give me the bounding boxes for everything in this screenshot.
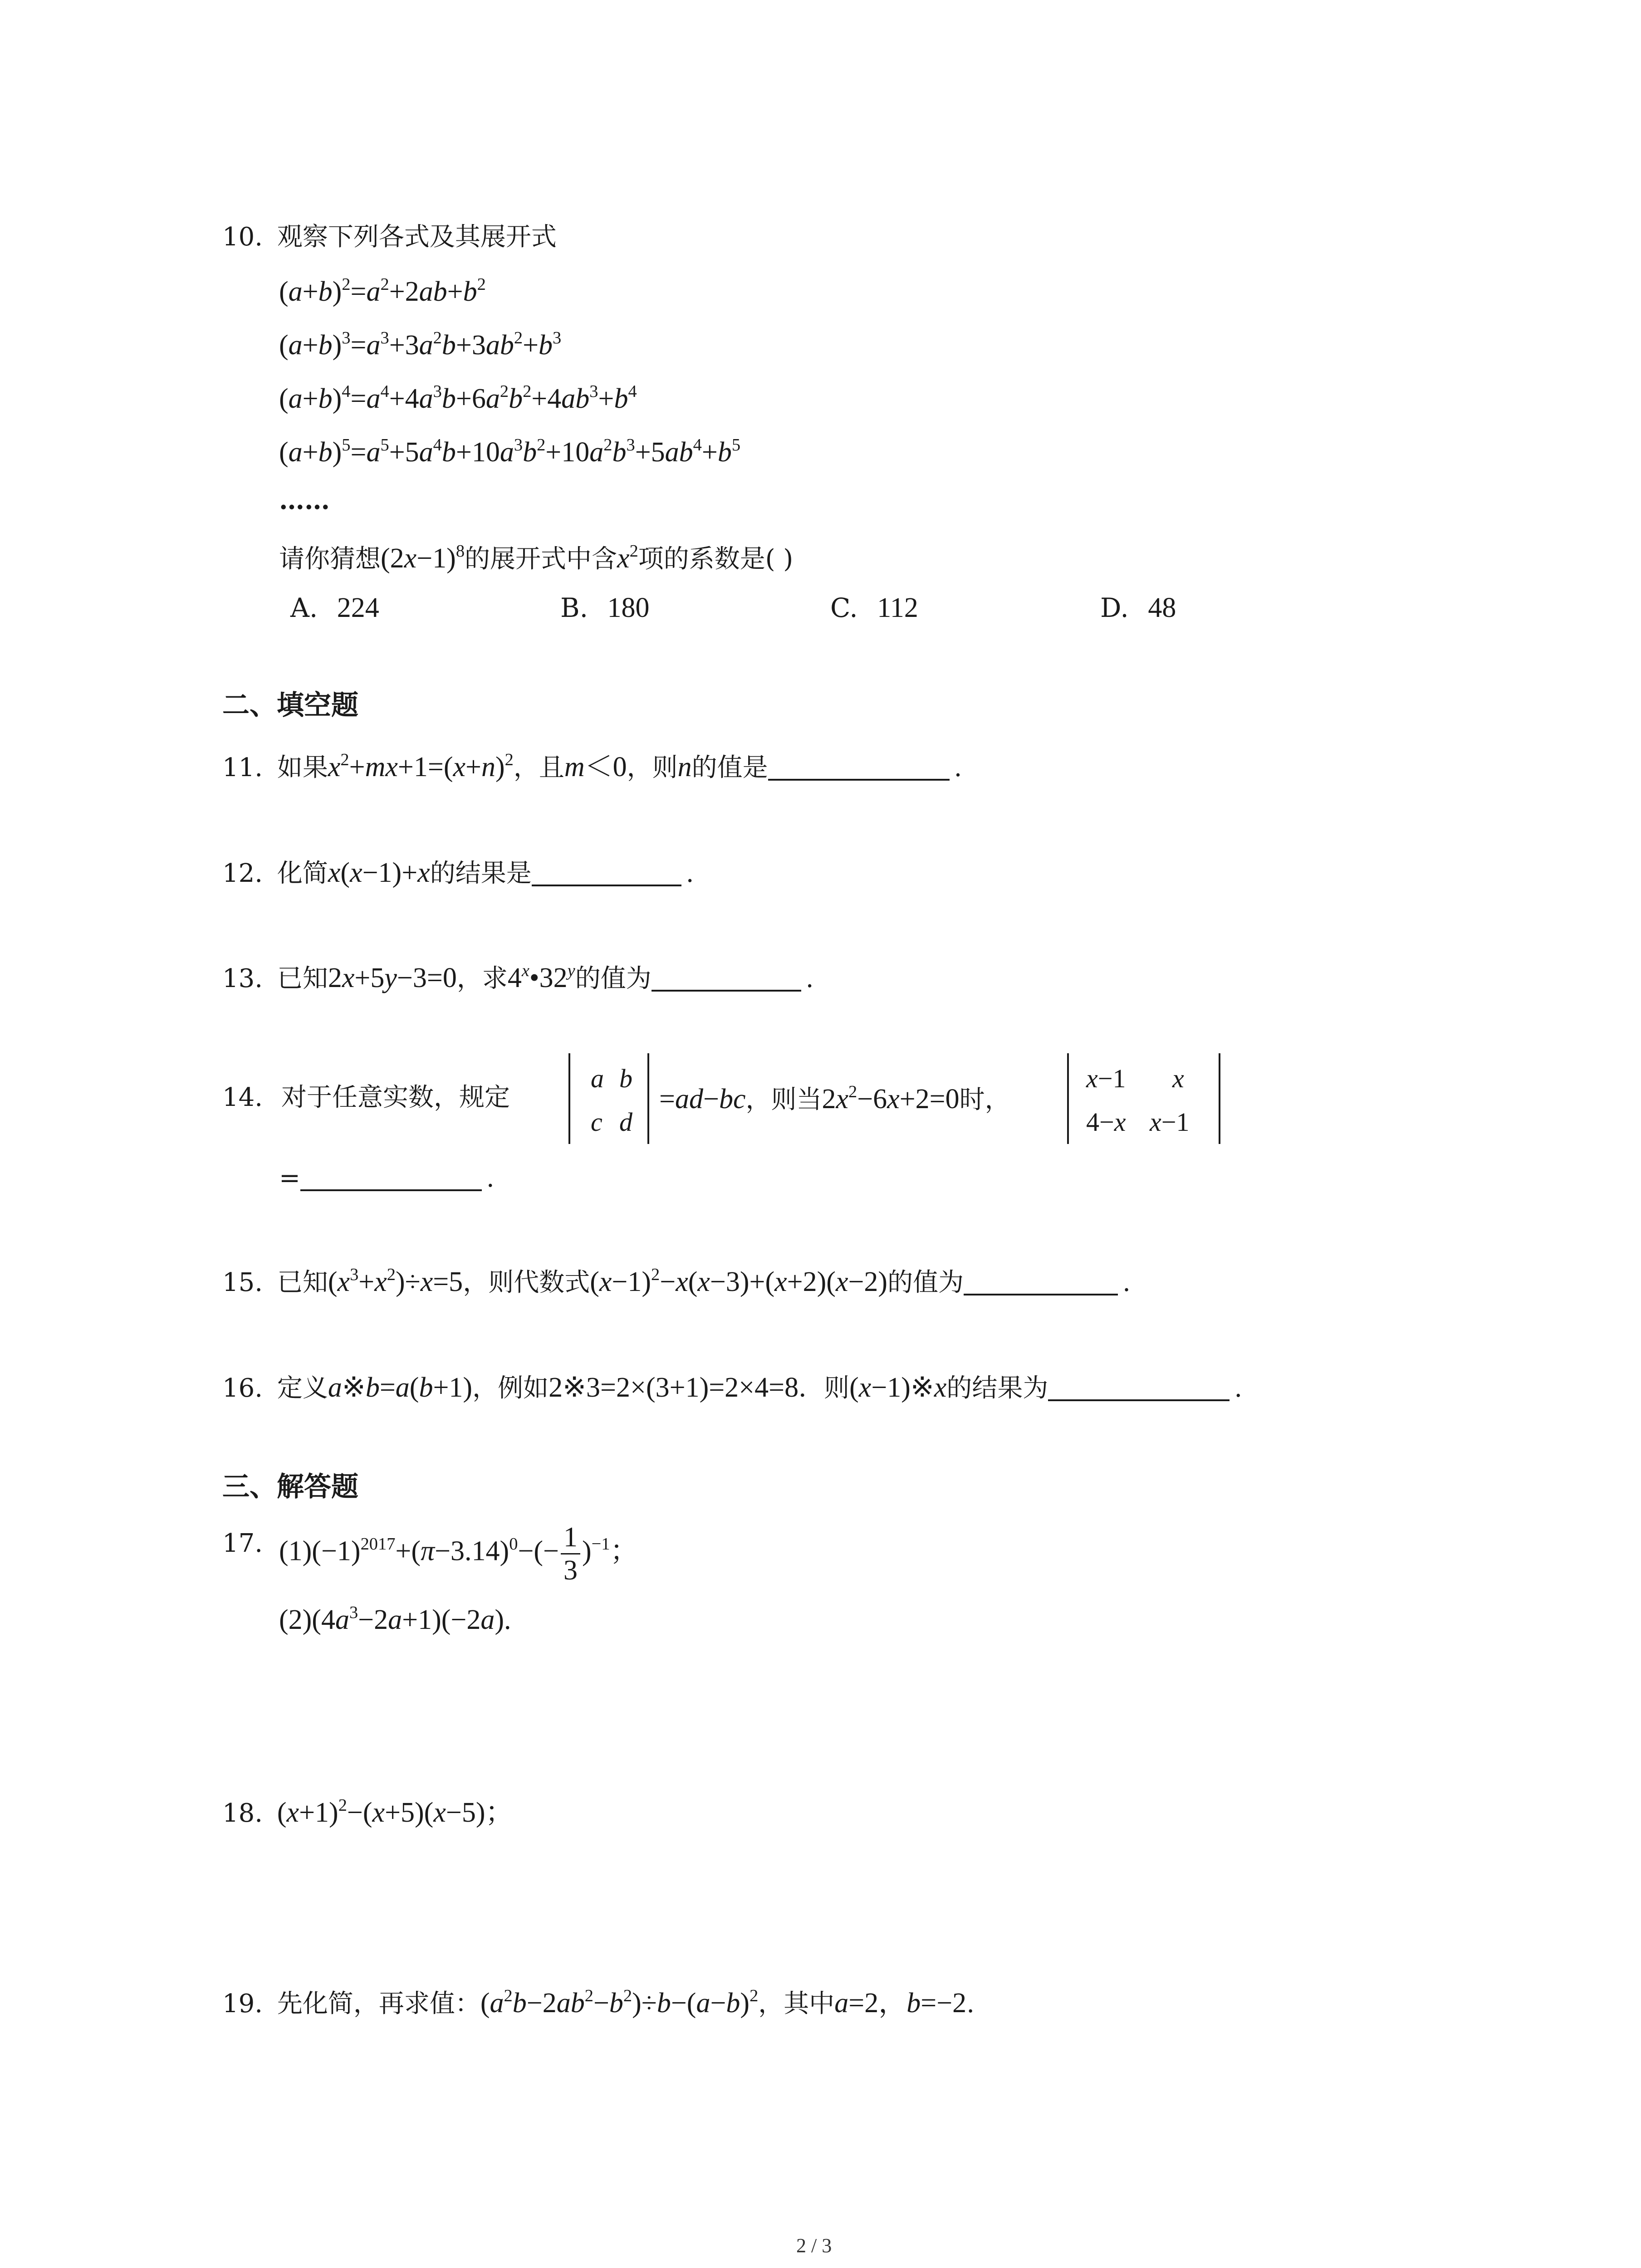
q10-ask-post: 的展开式中含 — [465, 544, 617, 574]
q11-text-2: ，且 — [513, 753, 564, 782]
q15-end: . — [1122, 1268, 1131, 1297]
q11 — [222, 750, 962, 782]
q10-stem-text: 观察下列各式及其展开式 — [277, 222, 557, 252]
section-heading-fill-in: 二、填空题 — [222, 689, 358, 721]
q11-var: n — [677, 752, 692, 782]
q19-text-1: 先化简，再求值： — [277, 1989, 480, 2019]
det-c: c — [591, 1107, 603, 1137]
option-value: 112 — [877, 592, 918, 623]
q16 — [222, 1374, 1242, 1402]
q16-text-3: ．则 — [798, 1374, 850, 1403]
q14-text-1: 对于任意实数，规定 — [281, 1083, 510, 1112]
q16-number: 16. — [222, 1374, 263, 1403]
q10-option-a[interactable] — [290, 592, 379, 624]
q19-number: 19. — [222, 1989, 263, 2019]
q15-text-1: 已知 — [277, 1268, 328, 1297]
q13-expression: 4$^x$•32$^y$ — [507, 961, 575, 993]
q19 — [222, 1986, 975, 2019]
option-letter: C. — [830, 592, 858, 623]
option-letter: D. — [1100, 592, 1129, 623]
q15-given: $(x^3+x^2)\div x=5$ — [328, 1265, 463, 1297]
q16-definition: a※b=a(b+1) — [328, 1372, 473, 1403]
q10-option-b[interactable] — [560, 592, 650, 624]
q10-option-c[interactable] — [830, 592, 918, 624]
q11-text-3: ，则 — [627, 753, 678, 782]
q16-example: 2※3=2×(3+1)=2×4=8 — [549, 1372, 799, 1403]
q14-condition: $2x^2-6x+2=0$ — [822, 1082, 960, 1114]
q12-number: 12. — [222, 859, 263, 888]
q10-option-d[interactable] — [1100, 592, 1176, 624]
q16-expression: (x−1)※x — [849, 1372, 947, 1403]
q19-text-2: ，其中 — [758, 1989, 835, 2019]
q14-rule-expr: =ad−bc — [659, 1084, 746, 1114]
q11-number: 11. — [222, 753, 263, 782]
q16-end: . — [1234, 1374, 1243, 1403]
q19-values: a=2，b=−2 — [834, 1988, 967, 2019]
det-a12: x — [1172, 1064, 1184, 1093]
q10-expansion-2: $(a+b)^2=a^2+2ab+b^2$ — [279, 275, 486, 307]
q15-number: 15. — [222, 1268, 263, 1297]
q11-answer-blank[interactable] — [768, 756, 950, 781]
q13-answer-blank[interactable] — [652, 967, 801, 992]
q12 — [222, 859, 694, 887]
q11-text-1: 如果 — [277, 753, 328, 782]
q12-expression: x(x−1)+x — [328, 857, 430, 888]
q16-text-4: 的结果为 — [946, 1374, 1048, 1403]
q10-ellipsis: …… — [279, 485, 330, 515]
q11-end: . — [954, 753, 962, 782]
q10-binomial: $(2x-1)^8$ — [381, 542, 465, 574]
q10-number: 10. — [222, 222, 263, 252]
q15-expression: $(x-1)^2-x(x-3)+(x+2)(x-2)$ — [590, 1265, 888, 1297]
q10-question — [279, 544, 793, 572]
q14-answer-blank[interactable] — [300, 1167, 482, 1191]
q12-end: . — [686, 859, 694, 888]
q18-expression: $(x+1)^2-(x+5)(x-5)$； — [277, 1796, 514, 1828]
section-heading-solve: 三、解答题 — [222, 1471, 358, 1503]
page-number: 2 / 3 — [796, 2234, 832, 2257]
q15-answer-blank[interactable] — [964, 1271, 1118, 1295]
option-letter: B. — [560, 592, 588, 623]
q14-end: . — [486, 1163, 495, 1193]
q14-text-2: ，则当 — [745, 1085, 822, 1114]
q17-part2: $(2)(4a^3-2a+1)(-2a)$. — [279, 1603, 511, 1635]
q13-text-3: 的值为 — [575, 964, 652, 993]
q14-answer-line — [279, 1163, 495, 1193]
q14-determinant — [1067, 1053, 1220, 1144]
q19-end: . — [966, 1989, 975, 2019]
q10-ask-post2: 项的系数是( ) — [638, 544, 794, 574]
q11-equation: $x^2+mx+1=(x+n)^2$ — [328, 750, 514, 782]
q13-text-2: ，求 — [456, 964, 508, 993]
q13-end: . — [805, 964, 814, 993]
q14-rule — [659, 1082, 1010, 1114]
det-a11: x−1 — [1086, 1064, 1126, 1093]
q18 — [222, 1796, 514, 1828]
q14-number: 14. — [222, 1083, 263, 1112]
q12-answer-blank[interactable] — [532, 862, 681, 886]
q15-text-3: 的值为 — [887, 1268, 964, 1297]
det-b: b — [619, 1064, 632, 1093]
q17-part1: $(1)(-1)^{2017}+(\pi-3.14)^0-(-$ $\frac{1}{3}$ )$^{-1}$； — [279, 1522, 638, 1586]
q14-text-3: 时， — [959, 1085, 1010, 1114]
q19-expression: $(a^2b-2ab^2-b^2)\div b-(a-b)^2$ — [480, 1986, 759, 2019]
q12-text-1: 化简 — [277, 859, 328, 888]
q14-determinant-def — [568, 1053, 649, 1144]
q10-expansion-4: $(a+b)^4=a^4+4a^3b+6a^2b^2+4ab^3+b^4$ — [279, 382, 637, 414]
q18-number: 18. — [222, 1799, 263, 1828]
option-value: 180 — [607, 592, 650, 623]
q10-expansion-3: $(a+b)^3=a^3+3a^2b+3ab^2+b^3$ — [279, 328, 562, 361]
q13 — [222, 961, 814, 993]
det-a21: 4−x — [1086, 1107, 1126, 1137]
q11-condition: m＜0 — [564, 752, 627, 782]
q13-equation: 2x+5y−3=0 — [328, 963, 457, 993]
det-a: a — [591, 1064, 604, 1093]
q17-number: 17. — [222, 1529, 263, 1558]
q15 — [222, 1265, 1131, 1297]
q16-answer-blank[interactable] — [1048, 1377, 1230, 1401]
q13-number: 13. — [222, 964, 263, 993]
q10-expansion-5: $(a+b)^5=a^5+5a^4b+10a^3b^2+10a^2b^3+5ab^4+b^5$ — [279, 435, 741, 468]
q14-eq: = — [279, 1163, 300, 1193]
q15-text-2: ，则代数式 — [463, 1268, 590, 1297]
q10-term: $x^2$ — [617, 542, 638, 574]
det-a22: x−1 — [1150, 1107, 1190, 1137]
det-d: d — [619, 1107, 632, 1137]
q13-text-1: 已知 — [277, 964, 328, 993]
q11-text-4: 的值是 — [691, 753, 768, 782]
q10-ask-pre: 请你猜想 — [279, 544, 381, 574]
q12-text-2: 的结果是 — [430, 859, 532, 888]
option-value: 224 — [337, 592, 379, 623]
q10-stem — [222, 222, 557, 252]
q16-text-1: 定义 — [277, 1374, 328, 1403]
q17-fraction: $\frac{1}{3}$ — [561, 1523, 580, 1584]
option-letter: A. — [290, 592, 318, 623]
option-value: 48 — [1148, 592, 1176, 623]
q16-text-2: ，例如 — [472, 1374, 549, 1403]
